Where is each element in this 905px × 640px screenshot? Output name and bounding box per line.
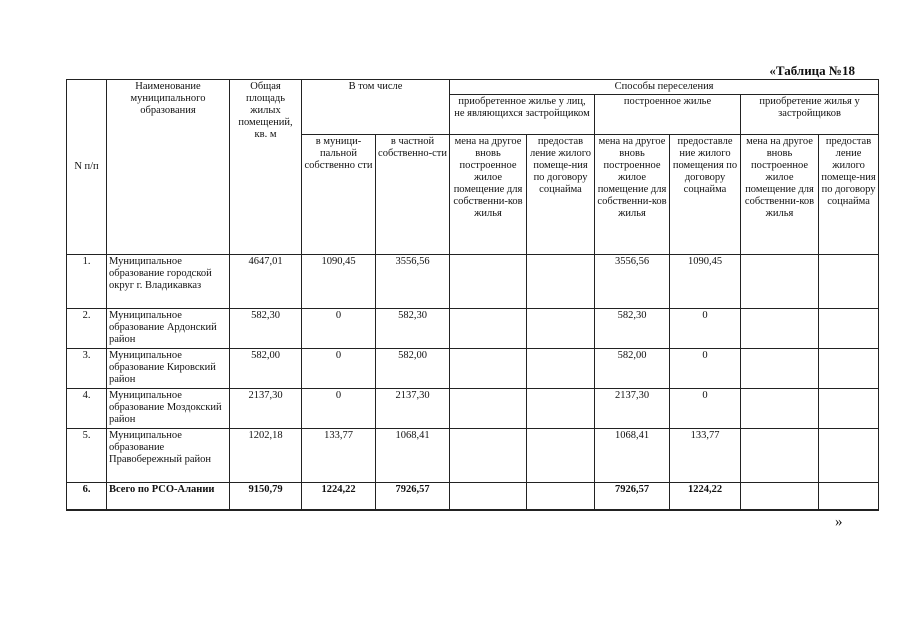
row-g2b: 0 [670,309,741,349]
row-num: 3. [67,349,107,389]
header-exchange-1: мена на другое вновь построенное жилое помещение для собственни-ков жилья [450,135,527,255]
row-g2a: 2137,30 [595,389,670,429]
row-g1a [450,483,527,510]
row-g2a: 7926,57 [595,483,670,510]
row-g1a [450,429,527,483]
row-num: 6. [67,483,107,510]
row-name: Муниципальное образование городской округ г. Владикавказ [107,255,230,309]
row-g1b [527,483,595,510]
header-provision-3: предостав ление жилого помеще-ния по договору соцнайма [819,135,879,255]
row-municipal: 133,77 [302,429,376,483]
header-group-purchased: приобретенное жилье у лиц, не являющихся застройщиком [450,95,595,135]
row-g1a [450,349,527,389]
row-g3b [819,309,879,349]
row-area: 582,30 [230,309,302,349]
header-municipal: в муници-пальной собственно сти [302,135,376,255]
header-including: В том числе [302,80,450,135]
row-municipal: 0 [302,309,376,349]
row-private: 2137,30 [376,389,450,429]
row-name: Муниципальное образование Кировский район [107,349,230,389]
row-g3a [741,483,819,510]
row-g3b [819,429,879,483]
row-g2b: 0 [670,349,741,389]
row-g1b [527,309,595,349]
row-municipal: 0 [302,389,376,429]
row-area: 582,00 [230,349,302,389]
row-g3a [741,429,819,483]
row-municipal: 1090,45 [302,255,376,309]
row-g3b [819,389,879,429]
header-exchange-2: мена на другое вновь построенное жилое помещение для собственни-ков жилья [595,135,670,255]
header-name: Наименование муниципального образования [107,80,230,255]
row-g1a [450,255,527,309]
row-name: Муниципальное образование Правобережный район [107,429,230,483]
header-exchange-3: мена на другое вновь построенное жилое помещение для собственни-ков жилья [741,135,819,255]
row-area: 4647,01 [230,255,302,309]
table-row [67,389,879,429]
row-name: Муниципальное образование Моздокский район [107,389,230,429]
row-g1b [527,349,595,389]
table-caption: «Таблица №18 [769,63,855,78]
row-name: Муниципальное образование Ардонский район [107,309,230,349]
table-row-total [67,483,879,510]
row-g3a [741,389,819,429]
row-area: 1202,18 [230,429,302,483]
header-group-built: построенное жилье [595,95,741,135]
header-private: в частной собственно-сти [376,135,450,255]
header-methods: Способы переселения [450,80,879,95]
row-g1b [527,429,595,483]
row-g1b [527,389,595,429]
row-area: 2137,30 [230,389,302,429]
row-g3a [741,309,819,349]
row-g2a: 582,00 [595,349,670,389]
header-num: N п/п [67,80,107,255]
table-row [67,429,879,483]
table-row [67,349,879,389]
row-num: 1. [67,255,107,309]
row-g2a: 3556,56 [595,255,670,309]
header-group-developers: приобретение жилья у застройщиков [741,95,879,135]
row-g1a [450,309,527,349]
row-g3a [741,255,819,309]
row-g3b [819,255,879,309]
row-municipal: 0 [302,349,376,389]
row-g1a [450,389,527,429]
row-g2b: 1224,22 [670,483,741,510]
header-provision-1: предостав ление жилого помеще-ния по договору соцнайма [527,135,595,255]
row-g2b: 133,77 [670,429,741,483]
table-row [67,255,879,309]
row-private: 1068,41 [376,429,450,483]
row-private: 7926,57 [376,483,450,510]
row-municipal: 1224,22 [302,483,376,510]
row-g3a [741,349,819,389]
row-g3b [819,349,879,389]
row-private: 582,30 [376,309,450,349]
row-g2b: 1090,45 [670,255,741,309]
row-private: 3556,56 [376,255,450,309]
row-g3b [819,483,879,510]
table-row [67,309,879,349]
row-num: 2. [67,309,107,349]
header-provision-2: предоставле ние жилого помещения по договору соцнайма [670,135,741,255]
row-num: 5. [67,429,107,483]
row-g2a: 1068,41 [595,429,670,483]
row-g2a: 582,30 [595,309,670,349]
resettlement-table [66,79,879,511]
row-g1b [527,255,595,309]
row-private: 582,00 [376,349,450,389]
row-name: Всего по РСО-Алании [107,483,230,510]
row-area: 9150,79 [230,483,302,510]
row-num: 4. [67,389,107,429]
closing-quote: » [835,514,843,530]
header-area: Общая площадь жилых помещений, кв. м [230,80,302,255]
row-g2b: 0 [670,389,741,429]
